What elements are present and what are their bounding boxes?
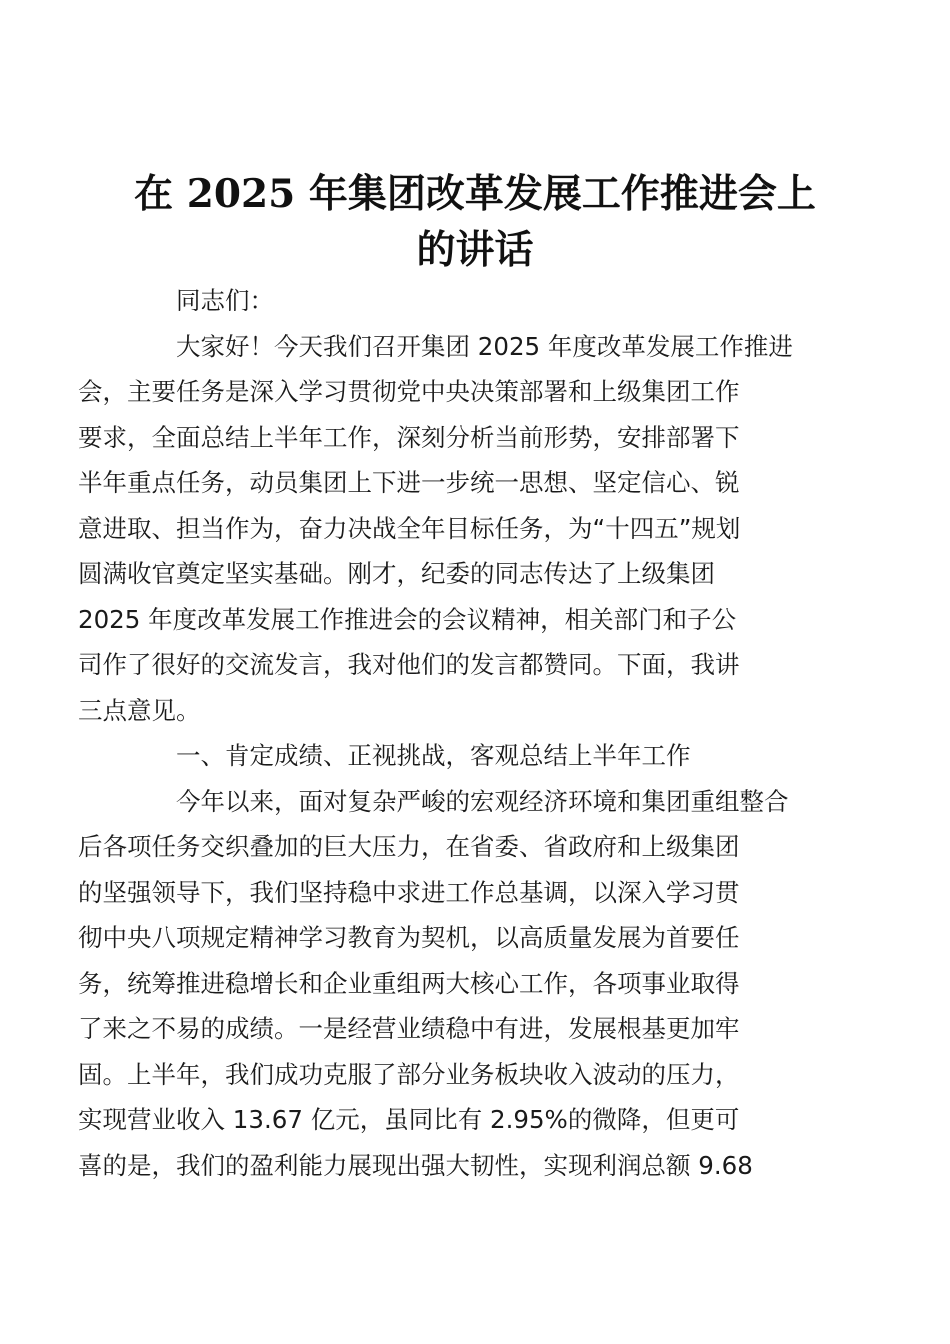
title-line-2: 的讲话 <box>416 227 534 273</box>
text-line: 固。上半年，我们成功克服了部分业务板块收入波动的压力， <box>78 1059 740 1089</box>
paragraph-section-1 <box>78 779 827 1189</box>
text-line: 司作了很好的交流发言，我对他们的发言都赞同。下面，我讲 <box>78 650 740 679</box>
text-line: 彻中央八项规定精神学习教育为契机，以高质量发展为首要任 <box>78 923 740 952</box>
text-line: 意进取、担当作为，奋力决战全年目标任务，为“十四五”规划 <box>78 513 741 543</box>
title-line-1: 在 2025 年集团改革发展工作推进会上 <box>134 171 816 217</box>
text-line: 今年以来，面对复杂严峻的宏观经济环境和集团重组整合 <box>176 786 789 816</box>
text-line: 半年重点任务，动员集团上下进一步统一思想、坚定信心、锐 <box>78 468 740 497</box>
text-line: 后各项任务交织叠加的巨大压力，在省委、省政府和上级集团 <box>78 832 740 861</box>
text-line: 圆满收官奠定坚实基础。刚才，纪委的同志传达了上级集团 <box>78 559 715 588</box>
salutation: 同志们： <box>176 286 274 315</box>
text-line: 了来之不易的成绩。一是经营业绩稳中有进，发展根基更加牢 <box>78 1014 740 1043</box>
text-line: 实现营业收入 13.67 亿元，虽同比有 2.95%的微降，但更可 <box>78 1105 740 1134</box>
text-line: 喜的是，我们的盈利能力展现出强大韧性，实现利润总额 9.68 <box>78 1150 753 1180</box>
text-line: 2025 年度改革发展工作推进会的会议精神，相关部门和子公 <box>78 604 737 634</box>
text-line: 的坚强领导下，我们坚持稳中求进工作总基调，以深入学习贯 <box>78 877 740 907</box>
section-heading-1: 一、肯定成绩、正视挑战，客观总结上半年工作 <box>176 741 691 770</box>
text-line: 大家好！今天我们召开集团 2025 年度改革发展工作推进 <box>176 331 793 361</box>
paragraph-opening <box>78 324 827 734</box>
document-title <box>120 166 830 278</box>
text-line: 要求，全面总结上半年工作，深刻分析当前形势，安排部署下 <box>78 422 740 452</box>
document-body <box>78 278 827 1188</box>
text-line: 三点意见。 <box>78 695 201 725</box>
text-line: 务，统筹推进稳增长和企业重组两大核心工作，各项事业取得 <box>78 968 740 998</box>
text-line: 会，主要任务是深入学习贯彻党中央决策部署和上级集团工作 <box>78 377 740 406</box>
